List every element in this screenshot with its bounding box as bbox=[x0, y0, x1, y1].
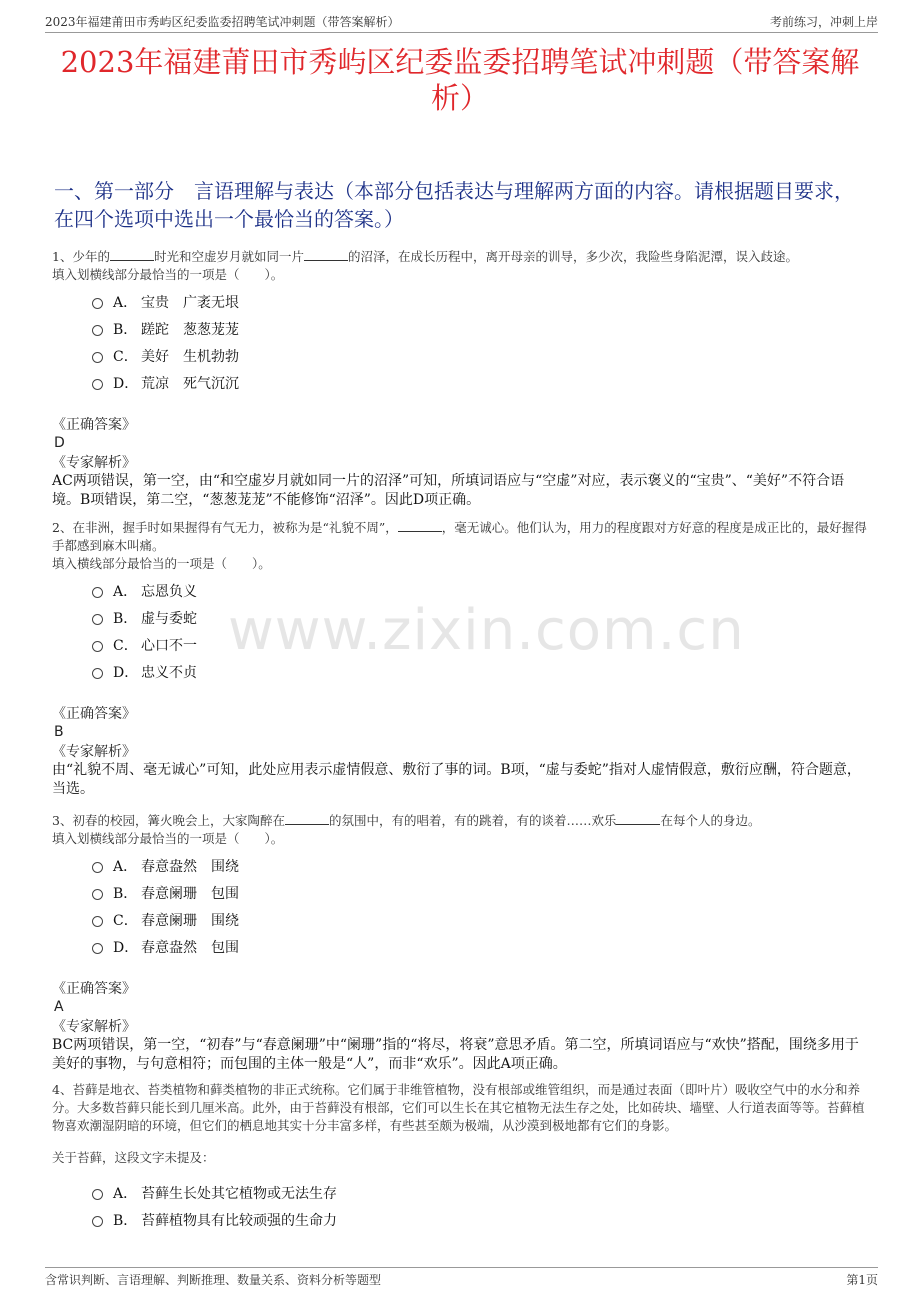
radio-icon[interactable] bbox=[92, 943, 103, 954]
section-heading: 一、第一部分 言语理解与表达（本部分包括表达与理解两方面的内容。请根据题目要求，在四个选项中选出一个最恰当的答案。） bbox=[54, 179, 854, 231]
question-prompt: 填入划横线部分最恰当的一项是（ ）。 bbox=[52, 267, 284, 282]
watermark: www.zixin.com.cn bbox=[228, 598, 745, 663]
answer-label: 《正确答案》 bbox=[52, 981, 136, 997]
option-list bbox=[92, 852, 870, 960]
answer-label: 《正确答案》 bbox=[52, 706, 136, 722]
option-d[interactable]: D． 荒凉 死气沉沉 bbox=[92, 369, 870, 396]
option-d[interactable]: D． 春意盎然 包围 bbox=[92, 933, 870, 960]
question-4 bbox=[52, 1081, 870, 1233]
radio-icon[interactable] bbox=[92, 1189, 103, 1200]
question-stem: 2、在非洲，握手时如果握得有气无力，被称为是“礼貌不周”， ，毫无诚心。他们认为，用力的程度跟对方好意的程度是成正比的，最好握得手都感到麻木叫痛。 bbox=[52, 520, 867, 553]
question-prompt: 填入横线部分最恰当的一项是（ ）。 bbox=[52, 556, 271, 571]
radio-icon[interactable] bbox=[92, 298, 103, 309]
page-header bbox=[45, 10, 878, 33]
document-title: 2023年福建莆田市秀屿区纪委监委招聘笔试冲刺题（带答案解析） bbox=[60, 45, 860, 115]
option-a[interactable]: A． 苔藓生长处其它植物或无法生存 bbox=[92, 1179, 870, 1206]
question-2 bbox=[52, 519, 870, 799]
option-a[interactable]: A． 忘恩负义 bbox=[92, 577, 870, 604]
radio-icon[interactable] bbox=[92, 352, 103, 363]
page-footer bbox=[45, 1267, 878, 1290]
option-b[interactable]: B． 苔藓植物具有比较顽强的生命力 bbox=[92, 1206, 870, 1233]
answer-value: A bbox=[54, 999, 64, 1015]
header-doc-title: 2023年福建莆田市秀屿区纪委监委招聘笔试冲刺题（带答案解析） bbox=[45, 15, 400, 29]
question-stem: 4、苔藓是地衣、苔类植物和藓类植物的非正式统称。它们属于非维管植物，没有根部或维管组织，而是通过表面（即叶片）吸收空气中的水分和养分。大多数苔藓只能长到几厘米高。此外，由于苔藓没有根部，它们可以生长在其它植物无法生存之处，比如砖块、墙壁、人行道表面等等。苔藓植物喜欢潮湿阴暗的环境，但它们的栖息地其实十分丰富多样，有些甚至颇为极端，从沙漠到极地都有它们的身影。 bbox=[52, 1082, 865, 1133]
radio-icon[interactable] bbox=[92, 1216, 103, 1227]
option-d[interactable]: D． 忠义不贞 bbox=[92, 658, 870, 685]
analysis-label: 《专家解析》 bbox=[52, 455, 136, 471]
option-a[interactable]: A． 春意盎然 围绕 bbox=[92, 852, 870, 879]
answer-blank bbox=[110, 248, 154, 261]
analysis-text: BC两项错误，第一空，“初春”与“春意阑珊”中“阑珊”指的“将尽，将衰”意思矛盾。第二空，所填词语应与“欢快”搭配，围绕多用于美好的事物，与句意相符；而包围的主体一般是“人”，而非“欢乐”。因此A项正确。 bbox=[52, 1037, 859, 1072]
option-list bbox=[92, 577, 870, 685]
radio-icon[interactable] bbox=[92, 889, 103, 900]
analysis-text: 由“礼貌不周、毫无诚心”可知，此处应用表示虚情假意、敷衍了事的词。B项，“虚与委蛇”指对人虚情假意，敷衍应酬，符合题意，当选。 bbox=[52, 762, 861, 797]
page-number: 第1页 bbox=[846, 1272, 878, 1287]
option-c[interactable]: C． 心口不一 bbox=[92, 631, 870, 658]
analysis-label: 《专家解析》 bbox=[52, 744, 136, 760]
answer-value: D bbox=[54, 435, 65, 451]
radio-icon[interactable] bbox=[92, 862, 103, 873]
radio-icon[interactable] bbox=[92, 641, 103, 652]
radio-icon[interactable] bbox=[92, 587, 103, 598]
question-1 bbox=[52, 248, 870, 510]
answer-blank bbox=[304, 248, 348, 261]
radio-icon[interactable] bbox=[92, 379, 103, 390]
answer-value: B bbox=[54, 724, 64, 740]
question-stem: 1、少年的 时光和空虚岁月就如同一片 的沼泽，在成长历程中，离开母亲的训导，多少次，我险些身陷泥潭，误入歧途。 bbox=[52, 249, 798, 264]
footer-question-types: 含常识判断、言语理解、判断推理、数量关系、资料分析等题型 bbox=[45, 1272, 382, 1287]
radio-icon[interactable] bbox=[92, 325, 103, 336]
analysis-label: 《专家解析》 bbox=[52, 1019, 136, 1035]
question-prompt: 填入划横线部分最恰当的一项是（ ）。 bbox=[52, 831, 284, 846]
analysis-text: AC两项错误，第一空，由“和空虚岁月就如同一片的沼泽”可知，所填词语应与“空虚”对应，表示褒义的“宝贵”、“美好”不符合语境。B项错误，第二空，“葱葱茏茏”不能修饰“沼泽”。因此D项正确。 bbox=[52, 473, 845, 508]
question-prompt: 关于苔藓，这段文字未提及： bbox=[52, 1150, 215, 1165]
option-b[interactable]: B． 虚与委蛇 bbox=[92, 604, 870, 631]
question-stem: 3、初春的校园，篝火晚会上，大家陶醉在 的氛围中，有的唱着，有的跳着，有的谈着……欢乐 在每个人的身边。 bbox=[52, 813, 761, 828]
option-b[interactable]: B． 春意阑珊 包围 bbox=[92, 879, 870, 906]
option-a[interactable]: A． 宝贵 广袤无垠 bbox=[92, 288, 870, 315]
radio-icon[interactable] bbox=[92, 916, 103, 927]
answer-blank bbox=[285, 812, 329, 825]
option-list bbox=[92, 288, 870, 396]
option-c[interactable]: C． 春意阑珊 围绕 bbox=[92, 906, 870, 933]
radio-icon[interactable] bbox=[92, 668, 103, 679]
answer-label: 《正确答案》 bbox=[52, 417, 136, 433]
answer-blank bbox=[398, 519, 442, 532]
header-slogan: 考前练习，冲刺上岸 bbox=[769, 15, 878, 29]
option-list bbox=[92, 1179, 870, 1233]
option-c[interactable]: C． 美好 生机勃勃 bbox=[92, 342, 870, 369]
answer-blank bbox=[616, 812, 660, 825]
option-b[interactable]: B． 蹉跎 葱葱茏茏 bbox=[92, 315, 870, 342]
question-3 bbox=[52, 812, 870, 1074]
radio-icon[interactable] bbox=[92, 614, 103, 625]
